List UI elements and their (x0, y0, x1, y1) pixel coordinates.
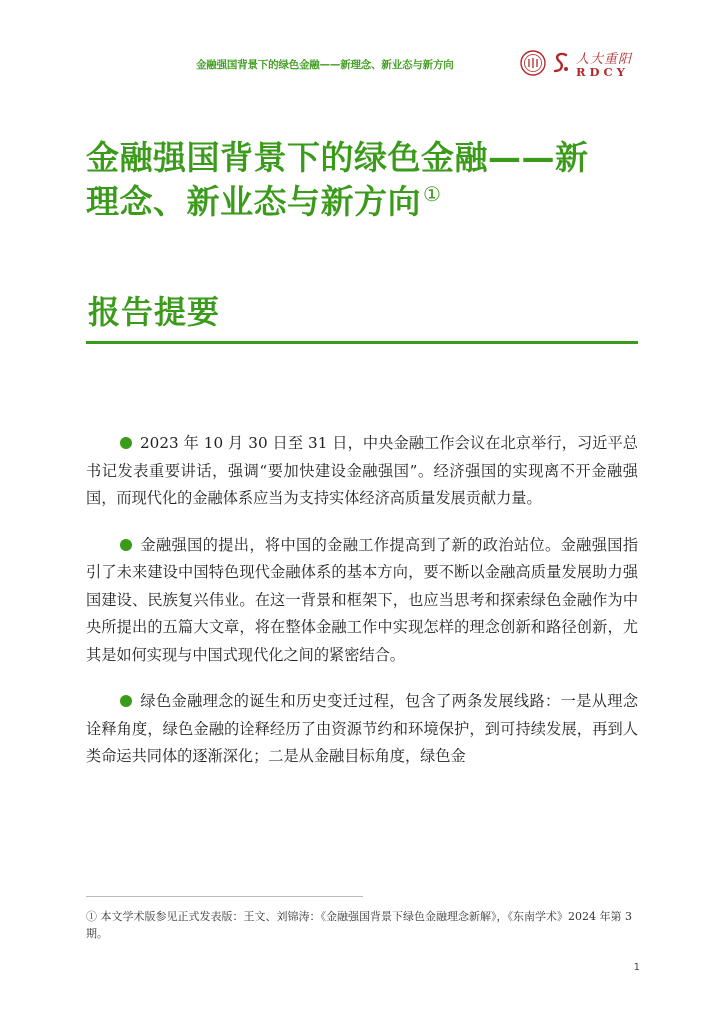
paragraph (86, 688, 638, 771)
paragraph-text: 2023 年 10 月 30 日至 31 日，中央金融工作会议在北京举行，习近平总书记发表重要讲话，强调“要加快建设金融强国”。经济强国的实现离不开金融强国，而现代化的金融体系应当为支持实体经济高质量发展贡献力量。 (86, 434, 638, 507)
logo-text-en: RDCY (576, 65, 629, 79)
title-line-2 (86, 180, 646, 224)
logo-text-cn: 人大重阳 (576, 52, 633, 67)
title-line-2-text: 理念、新业态与新方向 (86, 182, 421, 221)
bullet-icon (120, 695, 132, 707)
summary-body (86, 430, 638, 790)
title-line-1: 金融强国背景下的绿色金融——新 (86, 138, 589, 177)
title-footnote-marker[interactable]: ① (423, 182, 442, 206)
bullet-icon (120, 539, 132, 551)
running-header-title: 金融强国背景下的绿色金融——新理念、新业态与新方向 (196, 59, 454, 71)
paragraph-text: 金融强国的提出，将中国的金融工作提高到了新的政治站位。金融强国指引了未来建设中国特色现代金融体系的基本方向，要不断以金融高质量发展助力强国建设、民族复兴伟业。在这一背景和框架下，也应当思考和探索绿色金融作为中央所提出的五篇大文章，将在整体金融工作中实现怎样的理念创新和路径创新，尤其是如何实现与中国式现代化之间的紧密结合。 (86, 535, 638, 664)
page-number: 1 (633, 962, 640, 973)
footnote: ① 本文学术版参见正式发表版：王文、刘锦涛：《金融强国背景下绿色金融理念新解》，《东南学术》2024 年第 3 期。 (86, 910, 632, 940)
footnote-divider (86, 896, 363, 897)
section-heading: 报告提要 (88, 293, 221, 331)
s-mark-icon (550, 50, 572, 76)
paragraph (86, 430, 638, 513)
document-title (86, 136, 646, 224)
paragraph (86, 532, 638, 670)
paragraph-text: 绿色金融理念的诞生和历史变迁过程，包含了两条发展线路：一是从理念诠释角度，绿色金融的诠释经历了由资源节约和环境保护，到可持续发展，再到人类命运共同体的逐渐深化；二是从金融目标角度，绿色金 (86, 692, 638, 765)
section-divider (86, 341, 638, 344)
bullet-icon (120, 437, 132, 449)
seal-icon (520, 50, 546, 76)
rdcy-logo (520, 48, 640, 84)
